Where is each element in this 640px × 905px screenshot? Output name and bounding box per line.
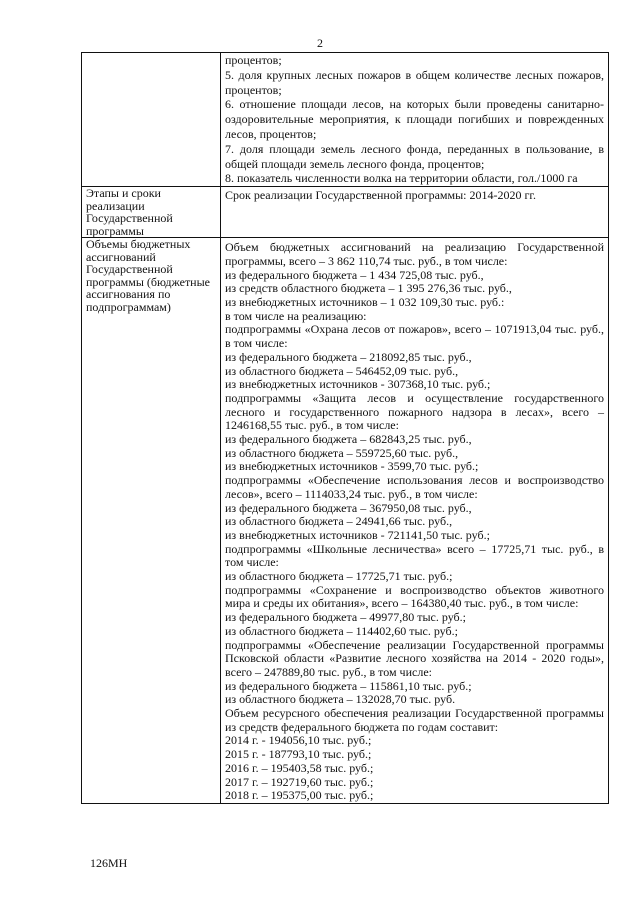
budget-line: из внебюджетных источников – 1 032 109,30 тыс. руб.: <box>225 294 505 309</box>
budget-line: 2018 г. – 195375,00 тыс. руб.; <box>225 788 374 803</box>
budget-line: 2016 г. – 195403,58 тыс. руб.; <box>225 760 374 775</box>
budget-line: из федерального бюджета – 115861,10 тыс. руб.; <box>225 678 472 693</box>
budget-line: из средств областного бюджета – 1 395 276,36 тыс. руб., <box>225 281 512 296</box>
indicator-line: процентов; <box>225 53 282 67</box>
footer-document-code: 126МН <box>90 856 128 870</box>
indicators-content-cell <box>221 53 609 187</box>
budget-line: из федерального бюджета – 367950,08 тыс. руб., <box>225 500 472 515</box>
indicator-line: 7. доля площади земель лесного фонда, переданных в пользование, в общей площади земель лесного фонда, процентов; <box>225 141 604 171</box>
program-passport-table <box>81 52 609 804</box>
budget-line: из областного бюджета – 559725,60 тыс. руб., <box>225 445 459 460</box>
budget-line: 2015 г. - 187793,10 тыс. руб.; <box>225 747 372 762</box>
indicators-row <box>82 53 609 187</box>
stages-row <box>82 187 609 238</box>
indicators-label-cell <box>82 53 221 187</box>
stages-label: Этапы и сроки реализации Государственной программы <box>82 187 221 238</box>
indicator-line: 5. доля крупных лесных пожаров в общем количестве лесных пожаров, процентов; <box>225 67 604 97</box>
stages-content-cell <box>221 187 609 238</box>
budget-line: подпрограммы «Школьные лесничества» всего – 17725,71 тыс. руб., в том числе: <box>225 541 604 570</box>
budget-line: Объем ресурсного обеспечения реализации Государственной программы из средств федерального бюджета по годам составит: <box>225 706 604 734</box>
budget-label: Объемы бюджетных ассигнований Государственной программы (бюджетные ассигнования по подпрограммам) <box>82 238 221 804</box>
budget-line: подпрограммы «Обеспечение использования лесов и воспроизводство лесов», всего – 1114033,24 тыс. руб., в том числе: <box>225 473 604 501</box>
budget-line: из федерального бюджета – 1 434 725,08 тыс. руб., <box>225 267 484 282</box>
stages-text: Срок реализации Государственной программы: 2014-2020 гг. <box>225 188 537 203</box>
budget-line: подпрограммы «Защита лесов и осуществление государственного лесного и государственного пожарного надзора в лесах», всего – 1246168,55 тыс. руб., в том числе: <box>225 390 604 433</box>
budget-line: из федерального бюджета – 682843,25 тыс. руб., <box>225 432 472 447</box>
budget-line: из областного бюджета – 24941,66 тыс. руб., <box>225 514 453 529</box>
budget-line: из областного бюджета – 132028,70 тыс. руб. <box>225 692 456 707</box>
indicator-line: 8. показатель численности волка на территории области, гол./1000 га <box>225 171 578 186</box>
budget-line: из федерального бюджета – 49977,80 тыс. руб.; <box>225 610 466 625</box>
budget-line: из областного бюджета – 546452,09 тыс. руб., <box>225 363 459 378</box>
budget-line: Объем бюджетных ассигнований на реализацию Государственной программы, всего – 3 862 110,74 тыс. руб., в том числе: <box>225 240 604 268</box>
budget-line: в том числе на реализацию: <box>225 308 367 323</box>
budget-line: из областного бюджета – 114402,60 тыс. руб.; <box>225 623 458 638</box>
budget-line: из внебюджетных источников - 3599,70 тыс. руб.; <box>225 459 479 474</box>
budget-line: из внебюджетных источников - 307368,10 тыс. руб.; <box>225 377 491 392</box>
budget-line: подпрограммы «Охрана лесов от пожаров», всего – 1071913,04 тыс. руб., в том числе: <box>225 322 604 351</box>
budget-line: из федерального бюджета – 218092,85 тыс. руб., <box>225 349 472 364</box>
budget-line: подпрограммы «Сохранение и воспроизводство объектов животного мира и среды их обитания», всего – 164380,40 тыс. руб., в том числе: <box>225 582 604 611</box>
page-number: 2 <box>317 36 323 50</box>
budget-content-cell <box>221 238 609 804</box>
budget-line: 2017 г. – 192719,60 тыс. руб.; <box>225 774 374 789</box>
budget-line: подпрограммы «Обеспечение реализации Государственной программы Псковской области «Развитие лесного хозяйства на 2014 - 2020 годы», всего – 247889,80 тыс. руб., в том числе: <box>225 637 604 679</box>
budget-line: из областного бюджета – 17725,71 тыс. руб.; <box>225 569 453 584</box>
budget-line: из внебюджетных источников - 721141,50 тыс. руб.; <box>225 527 490 542</box>
indicator-line: 6. отношение площади лесов, на которых были проведены санитарно- оздоровительные мероприятия, к площади погибших и поврежденных лесов, процентов; <box>225 97 604 141</box>
budget-row <box>82 238 609 804</box>
budget-line: 2014 г. - 194056,10 тыс. руб.; <box>225 733 372 748</box>
